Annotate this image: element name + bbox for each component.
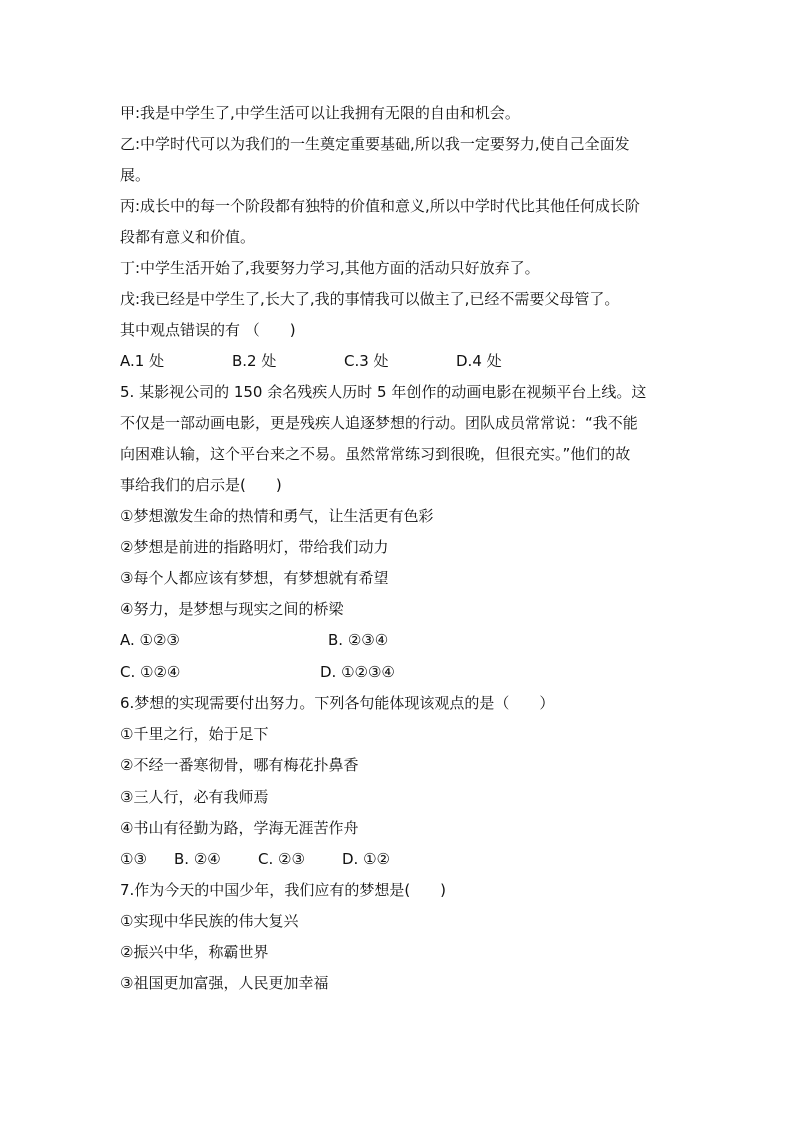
q5-stem-line-4: 事给我们的启示是( ) (120, 476, 282, 494)
q4-question-stem: 其中观点错误的有 （ ) (120, 321, 296, 339)
q5-stem-line-1: 5. 某影视公司的 150 余名残疾人历时 5 年创作的动画电影在视频平台上线。这 (120, 383, 647, 401)
q6-choice-1: ①千里之行，始于足下 (120, 725, 269, 743)
q6-option-c: C. ②③ (258, 850, 305, 868)
q5-option-d: D. ①②③④ (320, 663, 395, 681)
q5-choice-1: ①梦想激发生命的热情和勇气，让生活更有色彩 (120, 507, 434, 525)
q4-statement-bing: 丙:成长中的每一个阶段都有独特的价值和意义,所以中学时代比其他任何成长阶 (120, 197, 640, 215)
q4-statement-yi: 乙:中学时代可以为我们的一生奠定重要基础,所以我一定要努力,使自己全面发 (120, 135, 630, 153)
q4-option-a: A.1 处 (120, 352, 165, 370)
q5-option-a: A. ①②③ (120, 631, 180, 649)
q5-choice-3: ③每个人都应该有梦想，有梦想就有希望 (120, 569, 389, 587)
q6-option-b: B. ②④ (174, 850, 221, 868)
q5-stem-line-2: 不仅是一部动画电影，更是残疾人追逐梦想的行动。团队成员常常说：“我不能 (120, 414, 638, 432)
q5-stem-line-3: 向困难认输，这个平台来之不易。虽然常常练习到很晚，但很充实。”他们的故 (120, 445, 631, 463)
q4-option-b: B.2 处 (232, 352, 277, 370)
q7-choice-1: ①实现中华民族的伟大复兴 (120, 912, 299, 930)
q4-statement-wu: 戊:我已经是中学生了,长大了,我的事情我可以做主了,已经不需要父母管了。 (120, 290, 620, 308)
q6-choice-4: ④书山有径勤为路，学海无涯苦作舟 (120, 819, 359, 837)
q6-option-d: D. ①② (342, 850, 390, 868)
q6-option-a: ①③ (120, 850, 147, 868)
q7-choice-2: ②振兴中华，称霸世界 (120, 943, 269, 961)
q6-choice-2: ②不经一番寒彻骨，哪有梅花扑鼻香 (120, 756, 359, 774)
q5-option-b: B. ②③④ (328, 631, 389, 649)
q4-statement-ding: 丁:中学生活开始了,我要努力学习,其他方面的活动只好放弃了。 (120, 259, 540, 277)
q5-choice-4: ④努力，是梦想与现实之间的桥梁 (120, 600, 344, 618)
q4-option-d: D.4 处 (456, 352, 502, 370)
q4-option-c: C.3 处 (344, 352, 389, 370)
q6-stem: 6.梦想的实现需要付出努力。下列各句能体现该观点的是（ ） (120, 694, 555, 712)
q5-choice-2: ②梦想是前进的指路明灯，带给我们动力 (120, 538, 389, 556)
q6-choice-3: ③三人行，必有我师焉 (120, 788, 269, 806)
q7-stem: 7.作为今天的中国少年，我们应有的梦想是( ) (120, 881, 447, 899)
q4-statement-jia: 甲:我是中学生了,中学生活可以让我拥有无限的自由和机会。 (120, 104, 520, 122)
q5-option-c: C. ①②④ (120, 663, 181, 681)
q7-choice-3: ③祖国更加富强，人民更加幸福 (120, 974, 329, 992)
q4-statement-yi-cont: 展。 (120, 166, 151, 184)
q4-statement-bing-cont: 段都有意义和价值。 (120, 228, 256, 246)
